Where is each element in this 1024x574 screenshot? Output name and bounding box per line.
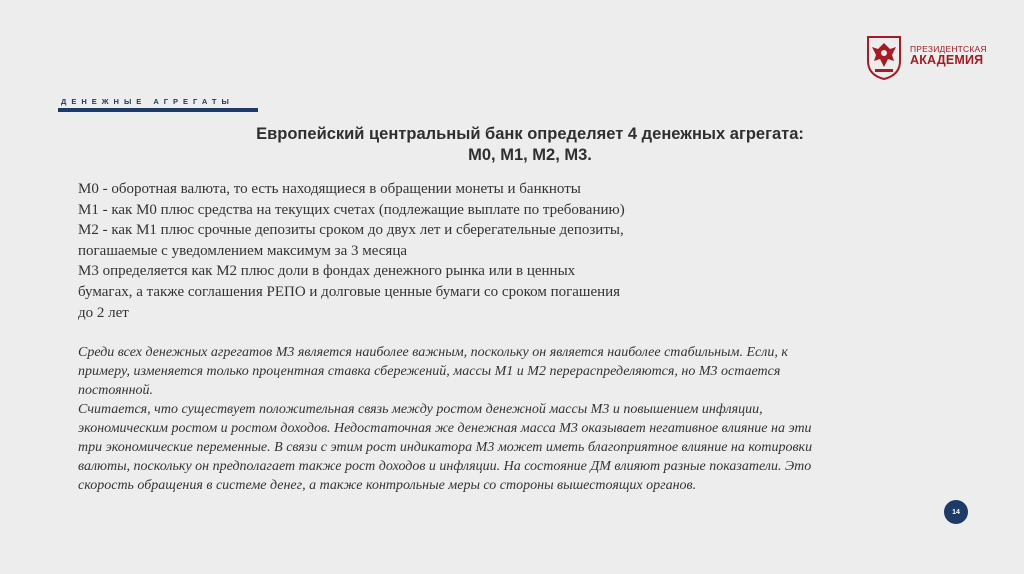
- definition-line: М2 - как М1 плюс срочные депозиты сроком до двух лет и сберегательные депозиты,: [78, 222, 624, 239]
- note-line: постоянной.: [78, 383, 154, 398]
- slide-title: [180, 124, 880, 166]
- definition-line: до 2 лет: [78, 304, 129, 321]
- title-line2: М0, М1, М2, М3.: [468, 146, 592, 164]
- note-line: валюты, поскольку он предполагает также рост доходов и инфляции. На состояние ДМ влияют разные показатели. Это: [78, 459, 812, 474]
- page-number-badge: 14: [944, 500, 968, 524]
- academy-logo: [864, 31, 987, 81]
- definitions-block: [78, 179, 738, 323]
- logo-line2: АКАДЕМИЯ: [910, 52, 984, 67]
- definition-line: М0 - оборотная валюта, то есть находящиеся в обращении монеты и банкноты: [78, 181, 581, 197]
- section-label: ДЕНЕЖНЫЕ АГРЕГАТЫ: [61, 97, 234, 106]
- note-line: Считается, что существует положительная связь между ростом денежной массы М3 и повышением инфляции,: [78, 402, 763, 417]
- note-line: примеру, изменяется только процентная ставка сбережений, массы М1 и М2 перераспределяются, но М3 остается: [78, 364, 781, 379]
- eagle-emblem-icon: [864, 31, 904, 81]
- logo-line1: ПРЕЗИДЕНТСКАЯ: [910, 43, 987, 54]
- definition-line: М1 - как М0 плюс средства на текущих счетах (подлежащие выплате по требованию): [78, 201, 625, 218]
- note-line: три экономические переменные. В связи с этим рост индикатора М3 может иметь благоприятное влияние на котировки: [78, 440, 813, 455]
- definition-line: М3 определяется как М2 плюс доли в фондах денежного рынка или в ценных: [78, 263, 576, 280]
- section-underline: [58, 108, 258, 112]
- note-line: скорость обращения в системе денег, а также контрольные меры со стороны вышестоящих органов.: [78, 478, 697, 493]
- notes-block: [78, 343, 958, 495]
- definition-line: бумагах, а также соглашения РЕПО и долговые ценные бумаги со сроком погашения: [78, 283, 621, 300]
- note-line: экономическим ростом и ростом доходов. Недостаточная же денежная масса М3 оказывает негативное влияние на эти: [78, 421, 812, 436]
- logo-text: [910, 45, 987, 67]
- title-line1: Европейский центральный банк определяет 4 денежных агрегата:: [256, 125, 804, 143]
- note-line: Среди всех денежных агрегатов М3 является наиболее важным, поскольку он является наиболее стабильным. Если, к: [78, 345, 788, 360]
- definition-line: погашаемые с уведомлением максимум за 3 месяца: [78, 242, 408, 259]
